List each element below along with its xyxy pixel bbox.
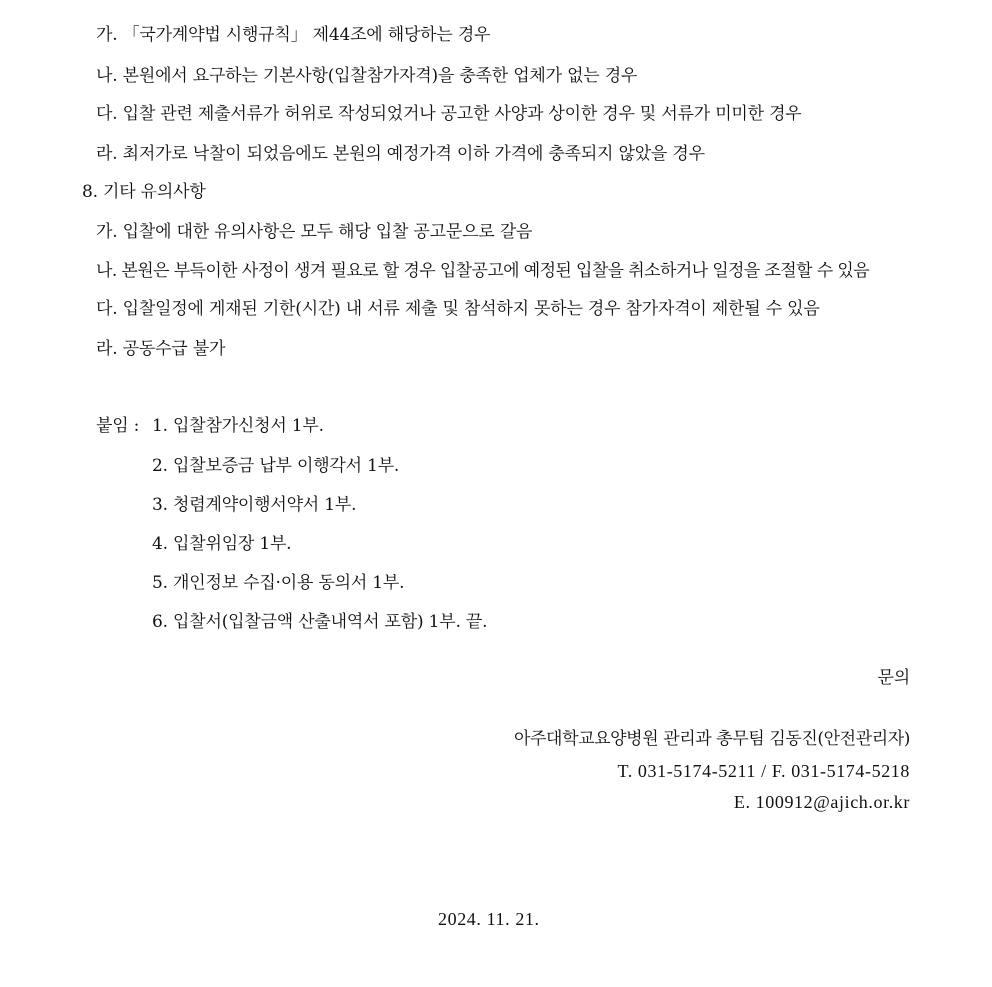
document-date: 2024. 11. 21.	[438, 909, 540, 929]
disqualification-item: 다. 입찰 관련 제출서류가 허위로 작성되었거나 공고한 사양과 상이한 경우 및 서류가 미미한 경우	[96, 104, 802, 124]
disqualification-item: 라. 최저가로 낙찰이 되었음에도 본원의 예정가격 이하 가격에 충족되지 않았을 경우	[96, 144, 705, 164]
attachment-item: 1. 입찰참가신청서 1부.	[152, 416, 324, 436]
contact-email: E. 100912@ajich.or.kr	[733, 792, 910, 812]
attachment-item: 4. 입찰위임장 1부.	[152, 534, 292, 554]
attachment-item: 2. 입찰보증금 납부 이행각서 1부.	[152, 456, 400, 476]
contact-heading: 문의	[877, 668, 910, 688]
attachment-item: 3. 청렴계약이행서약서 1부.	[152, 495, 357, 515]
notice-item: 라. 공동수급 불가	[96, 339, 226, 359]
notice-item: 나. 본원은 부득이한 사정이 생겨 필요로 할 경우 입찰공고에 예정된 입찰을 취소하거나 일정을 조절할 수 있음	[96, 261, 870, 281]
disqualification-item: 가. 「국가계약법 시행규칙」 제44조에 해당하는 경우	[96, 25, 491, 45]
attachments-label: 붙임 :	[96, 416, 140, 436]
contact-phone-fax: T. 031-5174-5211 / F. 031-5174-5218	[617, 761, 910, 781]
attachment-item: 6. 입찰서(입찰금액 산출내역서 포함) 1부. 끝.	[152, 612, 488, 632]
notice-item: 다. 입찰일정에 게재된 기한(시간) 내 서류 제출 및 참석하지 못하는 경우 참가자격이 제한될 수 있음	[96, 299, 820, 319]
attachment-item: 5. 개인정보 수집·이용 동의서 1부.	[152, 573, 405, 593]
notice-item: 가. 입찰에 대한 유의사항은 모두 해당 입찰 공고문으로 갈음	[96, 222, 533, 242]
contact-org: 아주대학교요양병원 관리과 총무팀 김동진(안전관리자)	[514, 729, 910, 749]
disqualification-item: 나. 본원에서 요구하는 기본사항(입찰참가자격)을 충족한 업체가 없는 경우	[96, 66, 638, 86]
section-heading: 8. 기타 유의사항	[82, 182, 206, 202]
